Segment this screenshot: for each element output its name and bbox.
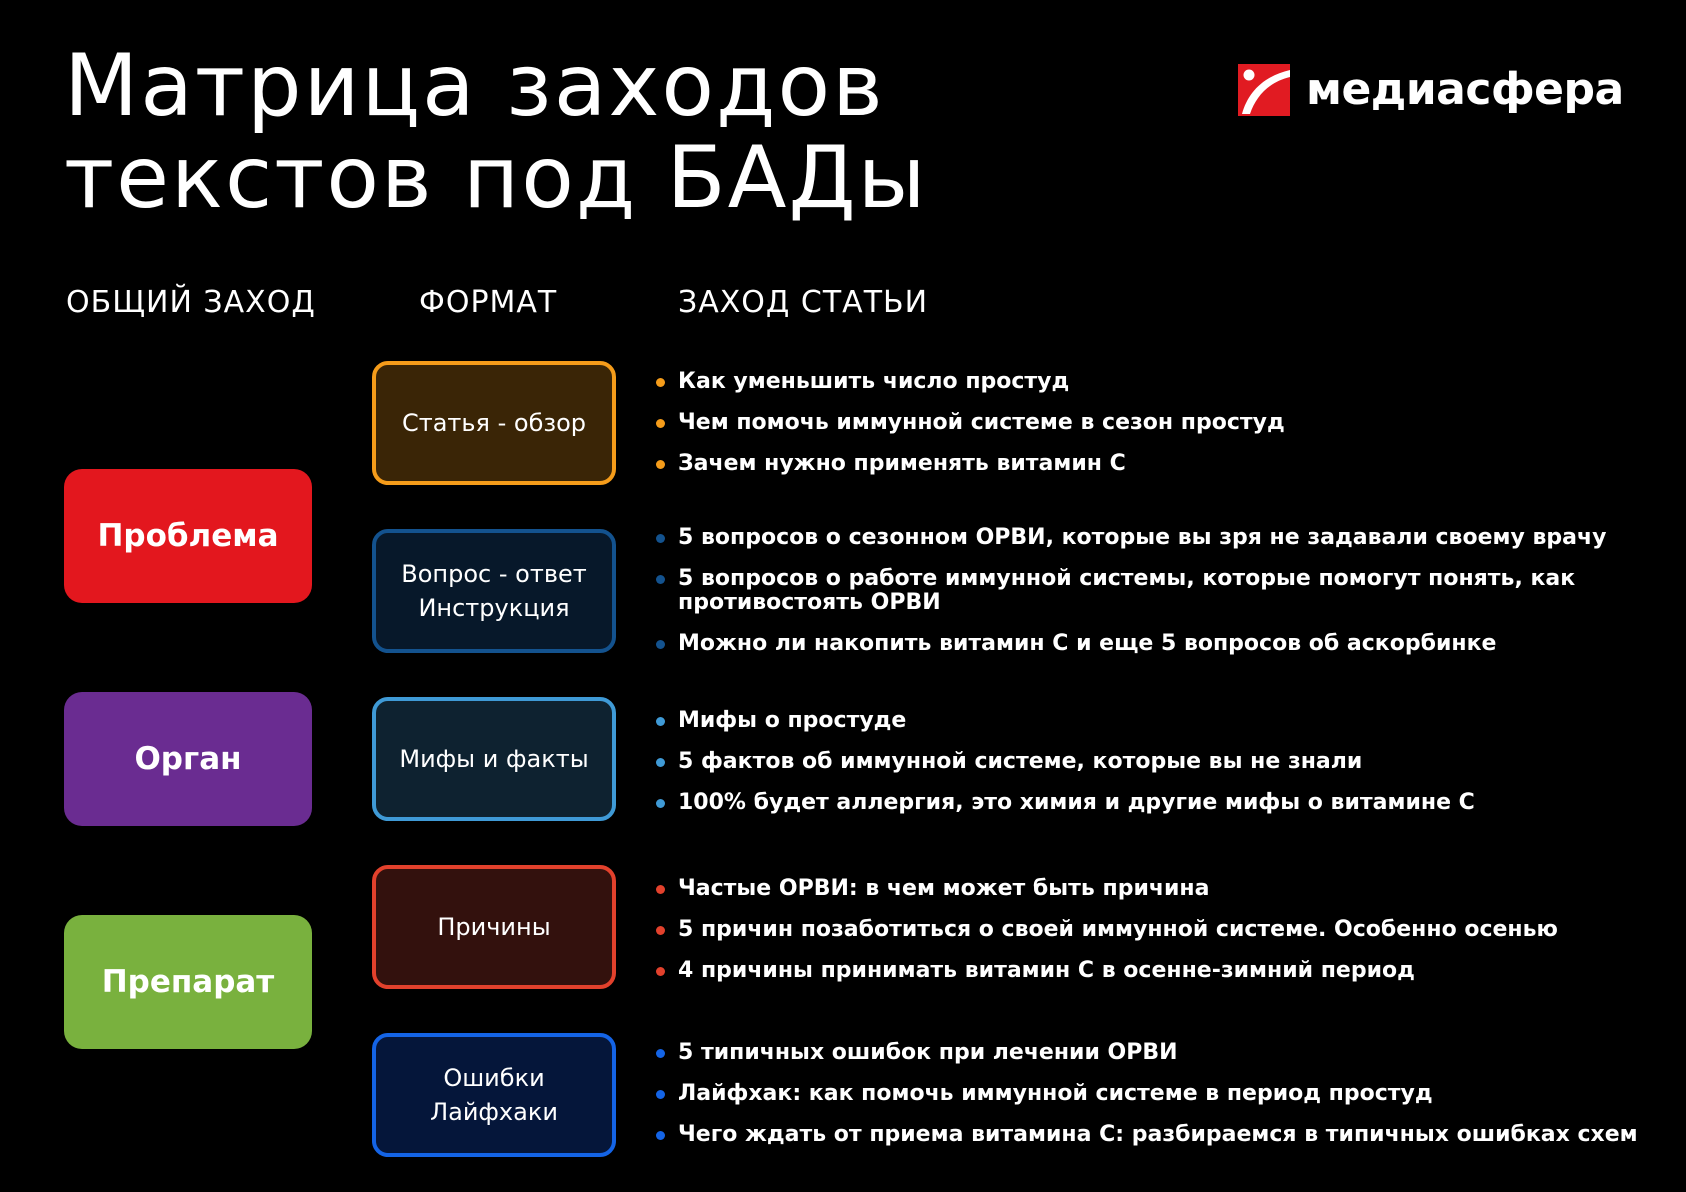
bullet-dot-icon bbox=[656, 378, 665, 387]
bullet-dot-icon bbox=[656, 460, 665, 469]
list-item: Зачем нужно применять витамин С bbox=[654, 452, 1285, 476]
format-mistakes-label-1: Ошибки bbox=[443, 1064, 545, 1092]
format-qa-label-1: Вопрос - ответ bbox=[401, 560, 587, 588]
title-line-2: текстов под БАДы bbox=[64, 128, 928, 228]
article-list-myths bbox=[654, 709, 1475, 815]
list-item: Частые ОРВИ: в чем может быть причина bbox=[654, 877, 1558, 901]
format-mistakes bbox=[372, 1033, 616, 1157]
bullet-dot-icon bbox=[656, 1131, 665, 1140]
list-item: 5 причин позаботиться о своей иммунной системе. Особенно осенью bbox=[654, 918, 1558, 942]
article-list-qa bbox=[654, 526, 1606, 656]
list-item: 5 вопросов о работе иммунной системы, которые помогут понять, как противостоять ОРВИ bbox=[654, 567, 1578, 615]
list-item: Можно ли накопить витамин С и еще 5 вопросов об аскорбинке bbox=[654, 632, 1606, 656]
category-problem: Проблема bbox=[64, 469, 312, 603]
format-myths-label: Мифы и факты bbox=[399, 745, 589, 773]
bullet-dot-icon bbox=[656, 640, 665, 649]
bullet-dot-icon bbox=[656, 1090, 665, 1099]
list-item: Мифы о простуде bbox=[654, 709, 1475, 733]
category-organ: Орган bbox=[64, 692, 312, 826]
bullet-dot-icon bbox=[656, 967, 665, 976]
bullet-dot-icon bbox=[656, 575, 665, 584]
list-item: 4 причины принимать витамин С в осенне-зимний период bbox=[654, 959, 1558, 983]
column-header-article: ЗАХОД СТАТЬИ bbox=[678, 285, 929, 320]
list-item: 5 фактов об иммунной системе, которые вы не знали bbox=[654, 750, 1475, 774]
brand-name: медиасфера bbox=[1306, 64, 1624, 115]
list-item: Чего ждать от приема витамина С: разбираемся в типичных ошибках схем bbox=[654, 1123, 1638, 1147]
mediasfera-logo-icon bbox=[1238, 64, 1290, 116]
bullet-dot-icon bbox=[656, 926, 665, 935]
article-list-review bbox=[654, 370, 1285, 476]
article-list-mistakes bbox=[654, 1041, 1638, 1147]
title-line-1: Матрица заходов bbox=[64, 36, 885, 136]
format-review bbox=[372, 361, 616, 485]
column-header-format: ФОРМАТ bbox=[419, 285, 558, 320]
category-drug: Препарат bbox=[64, 915, 312, 1049]
article-list-reasons bbox=[654, 877, 1558, 983]
bullet-dot-icon bbox=[656, 799, 665, 808]
list-item: 5 типичных ошибок при лечении ОРВИ bbox=[654, 1041, 1638, 1065]
brand-logo bbox=[1238, 64, 1624, 116]
list-item: Лайфхак: как помочь иммунной системе в период простуд bbox=[654, 1082, 1638, 1106]
list-item: 100% будет аллергия, это химия и другие мифы о витамине С bbox=[654, 791, 1475, 815]
bullet-dot-icon bbox=[656, 717, 665, 726]
format-qa-label-2: Инструкция bbox=[418, 594, 570, 622]
column-header-general: ОБЩИЙ ЗАХОД bbox=[66, 285, 316, 320]
format-mistakes-label-2: Лайфхаки bbox=[430, 1098, 558, 1126]
format-reasons bbox=[372, 865, 616, 989]
bullet-dot-icon bbox=[656, 758, 665, 767]
bullet-dot-icon bbox=[656, 534, 665, 543]
bullet-dot-icon bbox=[656, 419, 665, 428]
list-item: 5 вопросов о сезонном ОРВИ, которые вы зря не задавали своему врачу bbox=[654, 526, 1606, 550]
format-myths bbox=[372, 697, 616, 821]
page-title bbox=[64, 36, 928, 228]
format-qa bbox=[372, 529, 616, 653]
bullet-dot-icon bbox=[656, 885, 665, 894]
list-item: Чем помочь иммунной системе в сезон простуд bbox=[654, 411, 1285, 435]
list-item: Как уменьшить число простуд bbox=[654, 370, 1285, 394]
format-reasons-label: Причины bbox=[437, 913, 551, 941]
bullet-dot-icon bbox=[656, 1049, 665, 1058]
format-review-label: Статья - обзор bbox=[401, 409, 587, 437]
